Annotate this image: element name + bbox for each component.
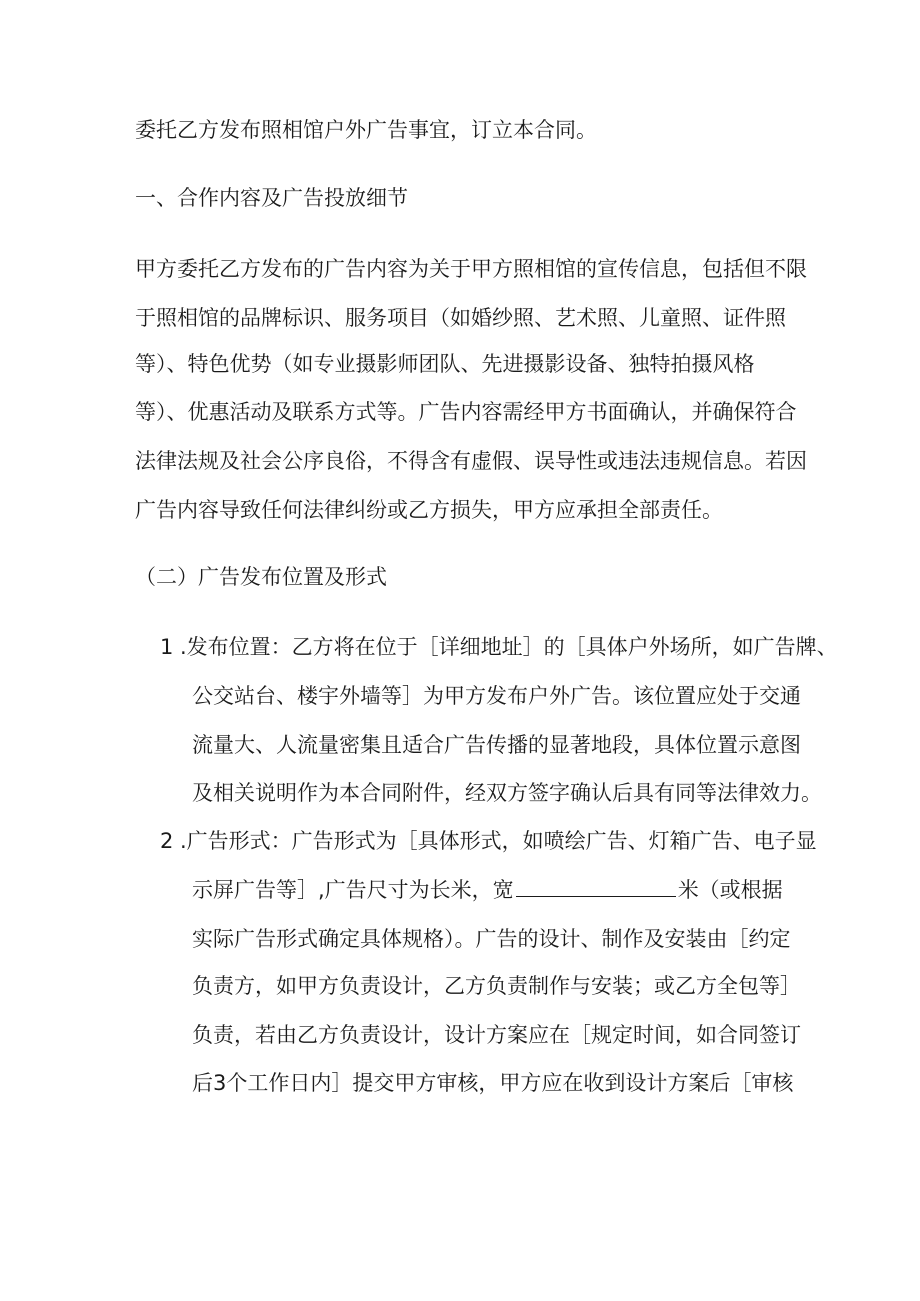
item-line-part: 示屏广告等］,广告尺寸为长米，宽 [192, 878, 514, 902]
paragraph-line: 等）、优惠活动及联系方式等。广告内容需经甲方书面确认，并确保符合 [135, 400, 797, 424]
paragraph-line: 广告内容导致任何法律纠纷或乙方损失，甲方应承担全部责任。 [135, 498, 723, 522]
section-heading-1: 一、合作内容及广告投放细节 [135, 186, 408, 210]
intro-line: 委托乙方发布照相馆户外广告事宜，订立本合同。 [135, 118, 597, 142]
item-line: .广告形式：广告形式为［具体形式，如喷绘广告、灯箱广告、电子显 [180, 829, 817, 853]
paragraph-line: 等）、特色优势（如专业摄影师团队、先进摄影设备、独特拍摄风格 [135, 352, 755, 376]
item-line: 负责，若由乙方负责设计，设计方案应在［规定时间，如合同签订 [192, 1023, 801, 1047]
fill-in-blank [516, 878, 676, 897]
item-line: 流量大、人流量密集且适合广告传播的显著地段，具体位置示意图 [192, 733, 801, 757]
item-number: 2 [160, 829, 174, 853]
paragraph-line: 于照相馆的品牌标识、服务项目（如婚纱照、艺术照、儿童照、证件照 [135, 306, 786, 330]
item-line: 后3个工作日内］提交甲方审核，甲方应在收到设计方案后［审核 [192, 1071, 794, 1095]
item-line: 及相关说明作为本合同附件，经双方签字确认后具有同等法律效力。 [192, 781, 822, 805]
item-line: 负责方，如甲方负责设计，乙方负责制作与安装；或乙方全包等］ [192, 974, 801, 998]
paragraph-line: 法律法规及社会公序良俗，不得含有虚假、误导性或违法违规信息。若因 [135, 449, 807, 473]
item-line-part: 米（或根据 [677, 878, 783, 902]
item-line-with-blank [192, 875, 783, 905]
item-line: 实际广告形式确定具体规格）。广告的设计、制作及安装由［约定 [192, 927, 791, 951]
item-line: .发布位置：乙方将在位于［详细地址］的［具体户外场所，如广告牌、 [180, 635, 838, 659]
paragraph-line: 甲方委托乙方发布的广告内容为关于甲方照相馆的宣传信息，包括但不限 [135, 257, 807, 281]
section-heading-2: （二）广告发布位置及形式 [135, 565, 387, 589]
item-line: 公交站台、楼宇外墙等］为甲方发布户外广告。该位置应处于交通 [192, 684, 801, 708]
item-number: 1 [160, 635, 174, 659]
